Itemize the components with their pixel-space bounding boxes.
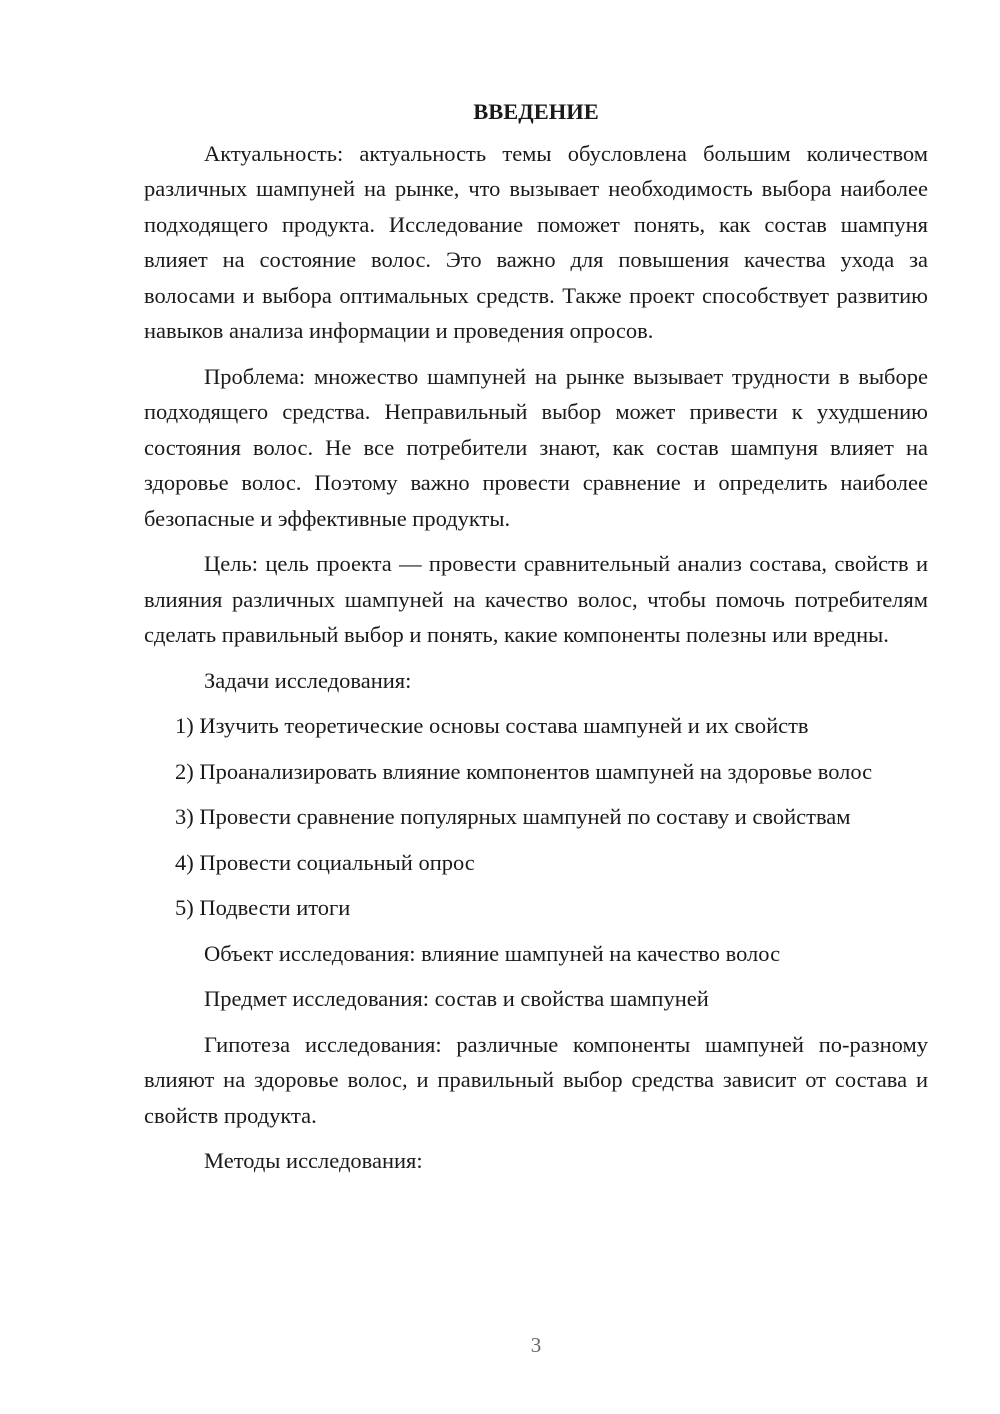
methods-heading: Методы исследования:	[204, 1148, 423, 1173]
section-title: ВВЕДЕНИЕ	[473, 99, 599, 124]
research-hypothesis: Гипотеза исследования: различные компоненты шампуней по-разному влияют на здоровье волос, и правильный выбор средства зависит от состава и свойств продукта.	[144, 1031, 928, 1128]
page-number: 3	[530, 1333, 542, 1357]
tasks-heading: Задачи исследования:	[204, 667, 412, 693]
paragraph-problem: Проблема: множество шампуней на рынке вызывает трудности в выборе подходящего средства. Неправильный выбор может привести к ухудшению состояния волос. Не все потребители знают, как состав шампуня влияет на здоровье волос. Поэтому важно провести сравнение и определить наиболее безопасные и эффективные продукты.	[144, 363, 928, 531]
research-subject: Предмет исследования: состав и свойства шампуней	[204, 986, 709, 1011]
task-item-5: 5) Подвести итоги	[175, 895, 351, 920]
page-content	[144, 94, 928, 1189]
research-object: Объект исследования: влияние шампуней на качество волос	[204, 940, 781, 966]
task-item-3: 3) Провести сравнение популярных шампуней по составу и свойствам	[175, 804, 851, 829]
task-item-4: 4) Провести социальный опрос	[175, 849, 475, 875]
paragraph-relevance: Актуальность: актуальность темы обусловлена большим количеством различных шампуней на рынке, что вызывает необходимость выбора наиболее подходящего продукта. Исследование поможет понять, как состав шампуня влияет на состояние волос. Это важно для повышения качества ухода за волосами и выбора оптимальных средств. Также проект способствует развитию навыков анализа информации и проведения опросов.	[144, 140, 928, 343]
task-item-2: 2) Проанализировать влияние компонентов шампуней на здоровье волос	[175, 758, 873, 784]
paragraph-goal: Цель: цель проекта — провести сравнительный анализ состава, свойств и влияния различных шампуней на качество волос, чтобы помочь потребителям сделать правильный выбор и понять, какие компоненты полезны или вредны.	[144, 551, 928, 647]
task-item-1: 1) Изучить теоретические основы состава шампуней и их свойств	[175, 713, 809, 738]
